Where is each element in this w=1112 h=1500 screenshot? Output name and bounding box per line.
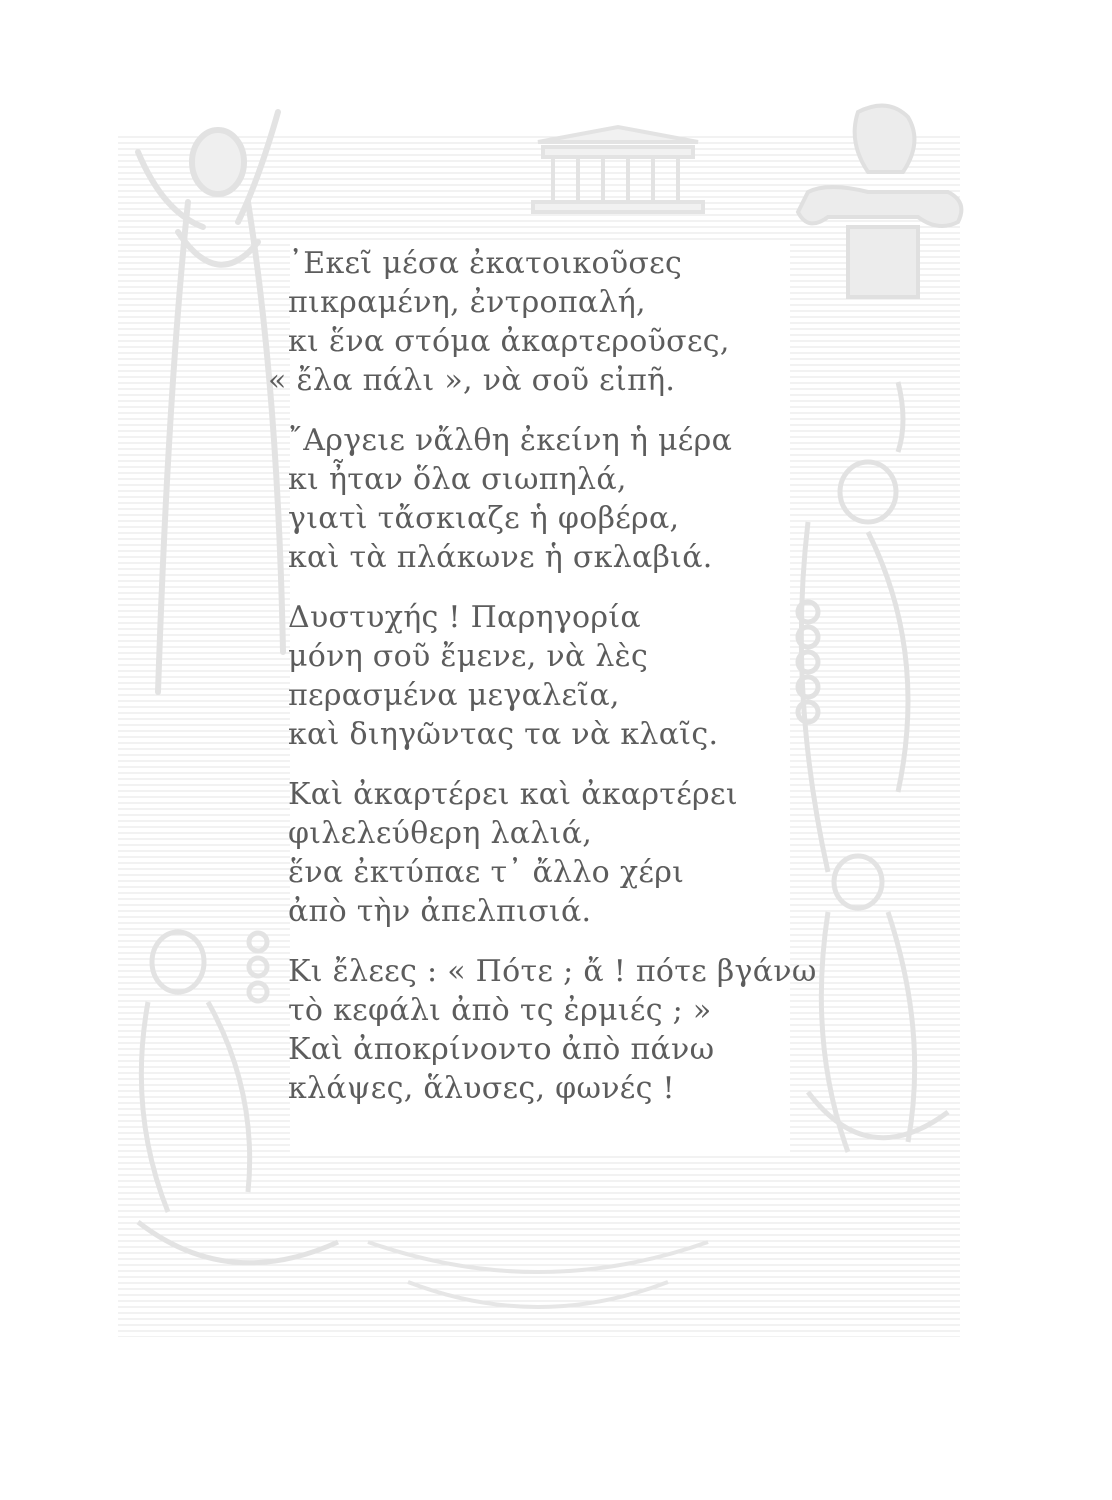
poem-line: γιατὶ τἄσκιαζε ἡ φοβέρα, bbox=[288, 501, 680, 536]
poem-line: μόνη σοῦ ἔμενε, νὰ λὲς bbox=[288, 639, 649, 674]
poem-line: « ἔλα πάλι », νὰ σοῦ εἰπῆ. bbox=[268, 363, 676, 398]
poem-line: καὶ τὰ πλάκωνε ἡ σκλαβιά. bbox=[288, 540, 713, 575]
poem-line: περασμένα μεγαλεῖα, bbox=[288, 678, 620, 713]
stanza-3 bbox=[288, 598, 788, 754]
poem-line: Δυστυχής ! Παρηγορία bbox=[288, 600, 641, 635]
stanza-2 bbox=[288, 421, 788, 577]
stanza-5 bbox=[288, 952, 817, 1108]
poem-line: ᾿Εκεῖ μέσα ἐκατοικοῦσες bbox=[288, 246, 683, 281]
stanza-1 bbox=[268, 244, 788, 400]
poem-line: πικραμένη, ἐντροπαλή, bbox=[288, 285, 646, 320]
poem-line: φιλελεύθερη λαλιά, bbox=[288, 816, 593, 851]
poem bbox=[268, 244, 817, 1129]
poem-line: Καὶ ἀκαρτέρει καὶ ἀκαρτέρει bbox=[288, 777, 738, 812]
stanza-4 bbox=[288, 775, 788, 931]
poem-line: κι ἕνα στόμα ἀκαρτεροῦσες, bbox=[288, 324, 730, 359]
poem-line: Καὶ ἀποκρίνοντο ἀπὸ πάνω bbox=[288, 1032, 715, 1067]
poem-line: Κι ἔλεες : « Πότε ; ἄ ! πότε βγάνω bbox=[288, 954, 817, 989]
poem-line: ἀπὸ τὴν ἀπελπισιά. bbox=[288, 894, 592, 929]
poem-line: καὶ διηγῶντας τα νὰ κλαῖς. bbox=[288, 717, 719, 752]
poem-line: ῎Αργειε νἄλθη ἐκείνη ἡ μέρα bbox=[288, 423, 733, 458]
poem-line: ἕνα ἐκτύπαε τ᾿ ἄλλο χέρι bbox=[288, 855, 685, 890]
poem-line: κι ἦταν ὅλα σιωπηλά, bbox=[288, 462, 627, 497]
poem-line: τὸ κεφάλι ἀπὸ τς ἐρμιές ; » bbox=[288, 993, 712, 1028]
poem-line: κλάψες, ἅλυσες, φωνές ! bbox=[288, 1071, 675, 1106]
